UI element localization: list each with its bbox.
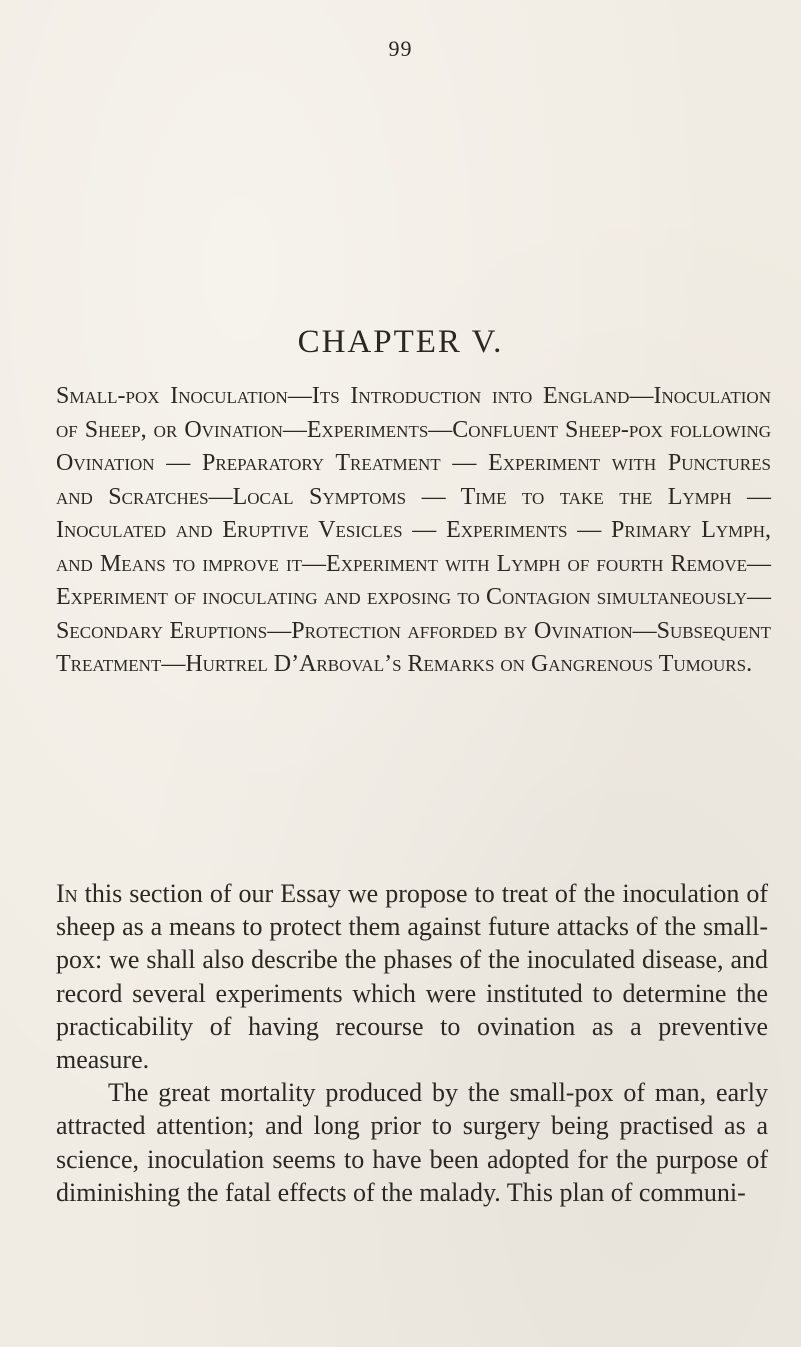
body-text: [56, 877, 768, 1209]
page-number: 99: [388, 36, 413, 61]
paragraph-1-text: this section of our Essay we propose to treat of the inoculation of sheep as a means to protect them against future attacks of the small-pox: we shall also describe the phases of the inoculated disease, and record several experiments which were instituted to determine the practicability of having recourse to ovination as a preventive measure.: [56, 879, 768, 1075]
chapter-summary: Small-pox Inoculation—Its Introduction into England—Inoculation of Sheep, or Ovination—Experiments—Confluent Sheep-pox following Ovination — Preparatory Treatment — Experiment with Punctures and Scratches—Local Symptoms — Time to take the Lymph — Inoculated and Eruptive Vesicles — Experiments — Primary Lymph, and Means to improve it—Experiment with Lymph of fourth Remove—Experiment of inoculating and exposing to Contagion simultaneously—Secondary Eruptions—Protection afforded by Ovination—Subsequent Treatment—Hurtrel D’Arboval’s Remarks on Gangrenous Tumours.: [56, 383, 771, 677]
paragraph-1: [56, 877, 768, 1076]
paragraph-1-lead: In: [56, 879, 78, 908]
paragraph-2: The great mortality produced by the small-pox of man, early attracted attention; and long prior to surgery being practised as a science, inoculation seems to have been adopted for the purpose of diminishing the fatal effects of the malady. This plan of communi-: [56, 1078, 768, 1207]
chapter-title: CHAPTER V.: [297, 324, 504, 360]
